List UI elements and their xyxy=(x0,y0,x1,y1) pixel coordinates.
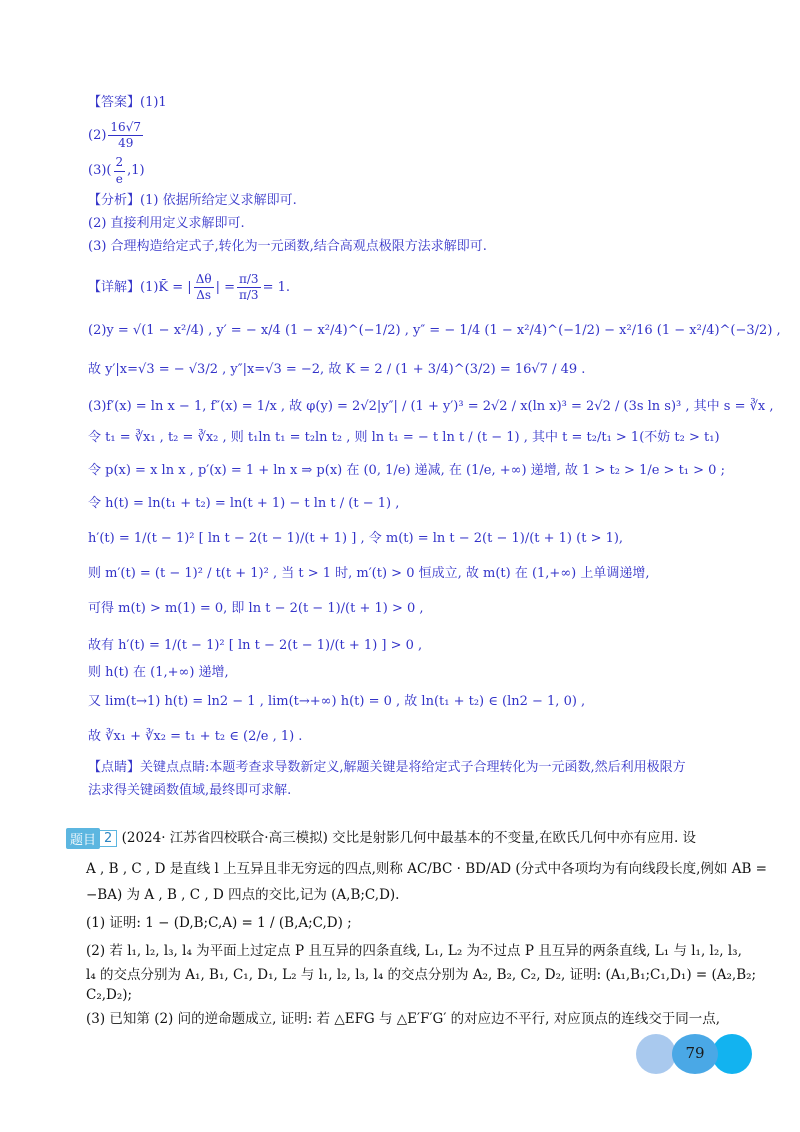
answer-3-denominator: e xyxy=(115,171,123,186)
problem-line-2: A , B , C , D 是直线 l 上互异且非无穷远的四点,则称 AC/BC · BD/AD (分式中各项均为有向线段长度,例如 AB = xyxy=(86,861,767,877)
problem-block xyxy=(66,826,767,1027)
page-number: 79 xyxy=(685,1044,705,1062)
keypoint-text-1: 关键点点睛:本题考查求导数新定义,解题关键是将给定式子合理转化为一元函数,然后利用极限方 xyxy=(140,760,686,776)
detail-1-frac-a xyxy=(194,273,214,302)
analysis-line-0 xyxy=(88,194,748,207)
answer-3-numerator: 2 xyxy=(114,156,126,171)
answer-2-fraction xyxy=(108,121,143,150)
detail-1-den-b: π/3 xyxy=(238,287,259,302)
analysis-line-1: (1) 依据所给定义求解即可. xyxy=(140,192,297,208)
problem-line-1 xyxy=(66,826,746,849)
answer-line-3 xyxy=(88,156,748,185)
solution-block xyxy=(88,95,781,799)
detail-1-num-b: π/3 xyxy=(237,273,261,288)
answer-line-1 xyxy=(88,96,748,109)
problem-line-4: (1) 证明: 1 − (D,B;C,A) = 1 / (B,A;C,D) ; xyxy=(86,915,352,931)
detail-line-10: 可得 m(t) > m(1) = 0, 即 ln t − 2(t − 1)/(t + 1) > 0 , xyxy=(88,601,424,617)
detail-line-7: 令 h(t) = ln(t₁ + t₂) = ln(t + 1) − t ln t / (t − 1) , xyxy=(88,496,400,512)
detail-1-lhs: (1)K̄ = | xyxy=(140,279,192,295)
page-number-deco-left xyxy=(636,1034,676,1074)
keypoint-line-1 xyxy=(88,761,748,774)
answer-3-prefix: (3)( xyxy=(88,163,112,179)
detail-line-14: 故 ∛x₁ + ∛x₂ = t₁ + t₂ ∈ (2/e , 1) . xyxy=(88,729,303,745)
detail-line-2: (2)y = √(1 − x²/4) , y′ = − x/4 (1 − x²/4)^(−1/2) , y″ = − 1/4 (1 − x²/4)^(−1/2) − x²/16 (1 − x²/4)^(−3/2) , xyxy=(88,323,781,339)
detail-1-num-a: Δθ xyxy=(194,273,214,288)
problem-line-5: (2) 若 l₁, l₂, l₃, l₄ 为平面上过定点 P 且互异的四条直线, L₁, L₂ 为不过点 P 且互异的两条直线, L₁ 与 l₁, l₂, l₃, xyxy=(86,943,742,959)
problem-line-3: −BA) 为 A , B , C , D 四点的交比,记为 (A,B;C,D). xyxy=(86,887,400,903)
answer-3-suffix: ,1) xyxy=(127,163,145,179)
answer-2-numerator: 16√7 xyxy=(108,121,143,136)
analysis-tag: 【分析】 xyxy=(88,192,141,208)
answer-1: (1)1 xyxy=(140,95,167,110)
keypoint-tag: 【点睛】 xyxy=(88,760,141,776)
analysis-line-2: (2) 直接利用定义求解即可. xyxy=(88,215,245,231)
detail-line-6: 令 p(x) = x ln x , p′(x) = 1 + ln x ⇒ p(x) 在 (0, 1/e) 递减, 在 (1/e, +∞) 递增, 故 1 > t₂ > 1/e > t₁ > 0 ; xyxy=(88,463,725,479)
detail-1-mid: | = xyxy=(215,279,235,295)
answer-3-fraction xyxy=(114,156,126,185)
analysis-line-3: (3) 合理构造给定式子,转化为一元函数,结合高观点极限方法求解即可. xyxy=(88,238,487,254)
problem-text-1: (2024· 江苏省四校联合·高三模拟) 交比是射影几何中最基本的不变量,在欧氏几何中亦有应用. 设 xyxy=(121,830,697,846)
detail-line-13: 又 lim(t→1) h(t) = ln2 − 1 , lim(t→+∞) h(t) = 0 , 故 ln(t₁ + t₂) ∈ (ln2 − 1, 0) , xyxy=(88,694,586,710)
answer-2-denominator: 49 xyxy=(118,136,134,151)
detail-line-4: (3)f′(x) = ln x − 1, f″(x) = 1/x , 故 φ(y) = 2√2|y″| / (1 + y′)³ = 2√2 / x(ln x)³ = 2√2 / (3s ln s)³ , 其中 s = ∛x , xyxy=(88,399,774,415)
problem-badge: 题目 xyxy=(66,828,100,849)
detail-line-1 xyxy=(88,273,748,302)
answer-tag: 【答案】 xyxy=(88,95,141,110)
problem-line-8: (3) 已知第 (2) 问的逆命题成立, 证明: 若 △EFG 与 △E′F′G′ 的对应边不平行, 对应顶点的连线交于同一点, xyxy=(86,1011,721,1027)
page-number-deco-right xyxy=(712,1034,752,1074)
detail-1-rhs: = 1. xyxy=(262,279,290,295)
detail-line-8: h′(t) = 1/(t − 1)² [ ln t − 2(t − 1)/(t + 1) ] , 令 m(t) = ln t − 2(t − 1)/(t + 1) (t > 1), xyxy=(88,531,624,547)
answer-line-2 xyxy=(88,121,748,150)
detail-line-5: 令 t₁ = ∛x₁ , t₂ = ∛x₂ , 则 t₁ln t₁ = t₂ln t₂ , 则 ln t₁ = − t ln t / (t − 1) , 其中 t = t₂/t₁ > 1(不妨 t₂ > t₁) xyxy=(88,430,720,446)
keypoint-line-2: 法求得关键函数值域,最终即可求解. xyxy=(88,783,292,799)
detail-line-3: 故 y′|x=√3 = − √3/2 , y″|x=√3 = −2, 故 K = 2 / (1 + 3/4)^(3/2) = 16√7 / 49 . xyxy=(88,362,586,378)
detail-line-12: 则 h(t) 在 (1,+∞) 递增, xyxy=(88,665,229,681)
detail-1-frac-b xyxy=(237,273,261,302)
problem-line-6: l₄ 的交点分别为 A₁, B₁, C₁, D₁, L₂ 与 l₁, l₂, l₃, l₄ 的交点分别为 A₂, B₂, C₂, D₂, 证明: (A₁,B₁;C₁,D₁) = (A₂,B₂; xyxy=(86,967,757,983)
detail-line-11: 故有 h′(t) = 1/(t − 1)² [ ln t − 2(t − 1)/(t + 1) ] > 0 , xyxy=(88,638,423,654)
detail-tag: 【详解】 xyxy=(88,279,141,295)
problem-number: 2 xyxy=(100,830,117,847)
problem-line-7: C₂,D₂); xyxy=(86,987,133,1003)
detail-1-den-a: Δs xyxy=(196,287,212,302)
detail-line-9: 则 m′(t) = (t − 1)² / t(t + 1)² , 当 t > 1 时, m′(t) > 0 恒成立, 故 m(t) 在 (1,+∞) 上单调递增, xyxy=(88,566,650,582)
answer-2-prefix: (2) xyxy=(88,128,107,144)
